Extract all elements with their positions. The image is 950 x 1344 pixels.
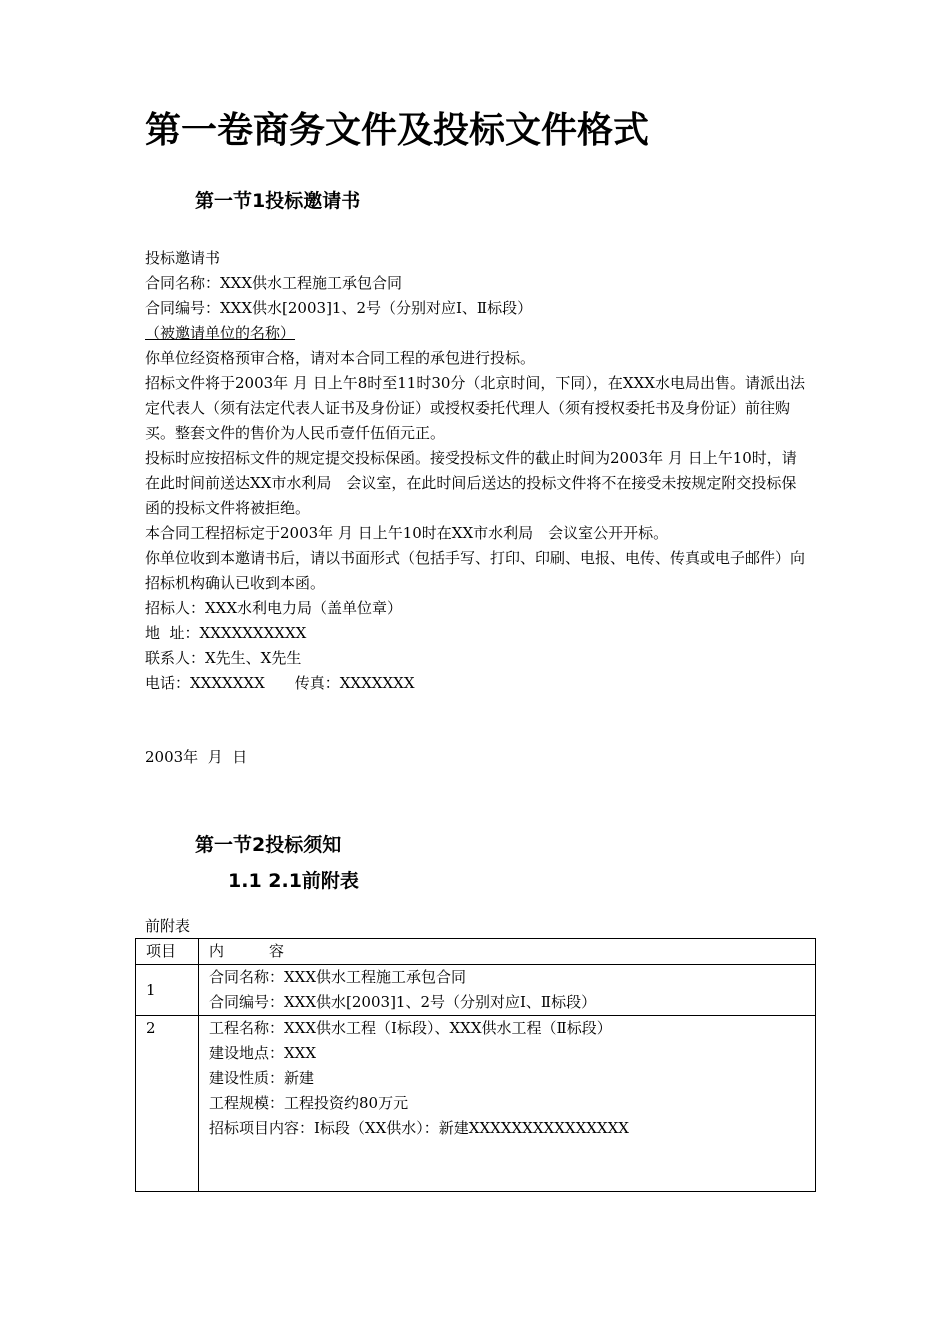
paragraph-opening: 本合同工程招标定于2003年 月 日上午10时在XX市水利局 会议室公开开标。 [145, 524, 669, 542]
subsection-heading-appendix: 1.1 2.1前附表 [228, 870, 359, 892]
tenderer: 招标人：XXX水利电力局（盖单位章） [145, 599, 403, 617]
row-line: 工程规模：工程投资约80万元 [209, 1094, 409, 1112]
invitation-letter-body [145, 246, 810, 696]
row-item-number: 1 [136, 965, 199, 1016]
section-heading-instructions: 第一节2投标须知 [195, 834, 342, 856]
paragraph-bid-bond: 投标时应按招标文件的规定提交投标保函。接受投标文件的截止时间为2003年 月 日上午10时，请在此时间前送达XX市水利局 会议室，在此时间后送达的投标文件将不在接受未按规定附交投标保函的投标文件将被拒绝。 [145, 449, 797, 517]
contact-person: 联系人：X先生、X先生 [145, 649, 302, 667]
header-content: 内 容 [199, 939, 816, 965]
contract-name: 合同名称：XXX供水工程施工承包合同 [145, 274, 403, 292]
row-content [199, 965, 816, 1016]
header-item: 项目 [136, 939, 199, 965]
row-content [199, 1016, 816, 1192]
volume-title: 第一卷商务文件及投标文件格式 [145, 110, 650, 151]
paragraph-sale: 招标文件将于2003年 月 日上午8时至11时30分（北京时间，下同），在XXX水电局出售。请派出法定代表人（须有法定代表人证书及身份证）或授权委托代理人（须有授权委托书及身份证）前往购买。整套文件的售价为人民币壹仟伍佰元正。 [145, 374, 805, 442]
table-row [136, 965, 816, 1016]
contract-number: 合同编号：XXX供水[2003]1、2号（分别对应Ⅰ、Ⅱ标段） [145, 299, 533, 317]
table-header-row [136, 939, 816, 965]
letter-title: 投标邀请书 [145, 249, 221, 267]
row-line: 合同编号：XXX供水[2003]1、2号（分别对应Ⅰ、Ⅱ标段） [209, 993, 597, 1011]
section-heading-invitation: 第一节1投标邀请书 [195, 190, 361, 212]
row-line: 工程名称：XXX供水工程（Ⅰ标段）、XXX供水工程（Ⅱ标段） [209, 1019, 612, 1037]
paragraph-confirmation: 你单位收到本邀请书后，请以书面形式（包括手写、打印、印刷、电报、电传、传真或电子邮件）向招标机构确认已收到本函。 [145, 549, 806, 592]
table-row [136, 1016, 816, 1192]
invitee-name: （被邀请单位的名称） [145, 324, 296, 342]
address: 地 址：XXXXXXXXXX [145, 624, 307, 642]
invitee-placeholder [145, 321, 810, 346]
appendix-table [135, 938, 816, 1192]
letter-date: 2003年 月 日 [145, 748, 248, 766]
row-line: 合同名称：XXX供水工程施工承包合同 [209, 968, 467, 986]
table-caption: 前附表 [145, 917, 191, 935]
paragraph-prequalification: 你单位经资格预审合格，请对本合同工程的承包进行投标。 [145, 349, 536, 367]
row-line: 招标项目内容：Ⅰ标段（XX供水）：新建XXXXXXXXXXXXXXX [209, 1119, 629, 1137]
row-line: 建设地点：XXX [209, 1044, 317, 1062]
phone-fax: 电话：XXXXXXX 传真：XXXXXXX [145, 674, 415, 692]
row-item-number: 2 [136, 1016, 199, 1192]
row-line: 建设性质：新建 [209, 1069, 315, 1087]
